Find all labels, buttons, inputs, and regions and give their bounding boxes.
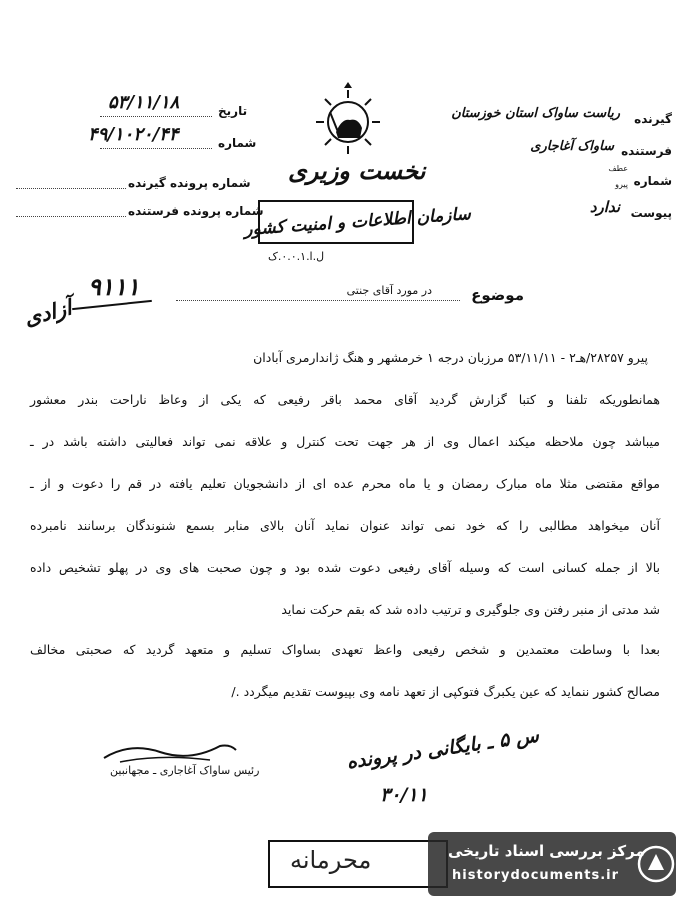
- subject-value: در مورد آقای جنتی: [346, 284, 432, 297]
- margin-note-number: ۹۱۱۱: [88, 272, 140, 301]
- subject-label: موضوع: [471, 286, 524, 304]
- body-line-3: مواقع مقتضی مثلا ماه مبارک رمضان و یا ماه محرم عده ای از دانشجویان تعلیم یافته در قم را دعوت و از ـ: [30, 476, 660, 491]
- number-label: شماره: [633, 174, 672, 188]
- body-line-4: آنان میخواهد مطالبی را که خود نمی تواند عنوان نماید آنان بالای منابر بسمع شنوندگان برسانند نامبرده: [30, 518, 660, 533]
- classification-stamp: محرمانه: [290, 846, 372, 874]
- recipient-file-label: شماره پرونده گیرنده: [128, 176, 251, 190]
- ref-value: ۴۹/۱۰۲۰/۴۴: [88, 124, 179, 145]
- lion-and-sun-emblem: [308, 82, 388, 162]
- body-line-6: شد مدتی از منبر رفتن وی جلوگیری و ترتیب داده شد که بقم حرکت نماید: [281, 602, 660, 617]
- recipient-value: ریاست ساواک استان خوزستان: [451, 106, 620, 121]
- attachment-value: ندارد: [589, 198, 620, 216]
- body-line-2: میباشد چون ملاحظه میکند اعمال وی از هر جهت تحت کنترل و علاقه نمی تواند فعالیتی داشته باشد در ـ: [30, 434, 660, 449]
- recipient-label: گیرنده: [634, 112, 672, 126]
- attachment-label: پیوست: [630, 206, 672, 220]
- body-line-1: همانطوریکه تلفنا و کتبا گزارش گردید آقای محمد باقر رفیعی که یکی از وعاظ ناراحت بندر معشور: [30, 392, 660, 407]
- sender-label: فرستنده: [621, 144, 672, 158]
- recipient-file-line: [16, 188, 126, 189]
- watermark-url: historydocuments.ir: [452, 868, 620, 883]
- agency-name: سازمان اطلاعات و امنیت کشور: [243, 204, 472, 240]
- margin-note-text: آزادی: [21, 294, 74, 331]
- sender-file-label: شماره پرونده فرستنده: [128, 204, 264, 218]
- body-line-5: بالا از جمله کسانی است که وسیله آقای رفیعی دعوت شده بود و چون صحبت های وی در پهلو تشخیص داده: [30, 560, 660, 575]
- date-value: ۵۳/۱۱/۱۸: [108, 92, 180, 113]
- date-label: تاریخ: [218, 104, 248, 118]
- body-line-8: مصالح کشور ننماید که عین یکبرگ فتوکپی از تعهد نامه وی بپیوست تقدیم میگردد ./: [231, 684, 660, 699]
- sender-file-line: [16, 216, 126, 217]
- signature-title: رئیس ساواک آغاجاری ـ مجهانبین: [110, 764, 260, 777]
- number-sub: پیرو: [615, 180, 628, 189]
- handwritten-date: ۳۰/۱۱: [380, 784, 428, 806]
- handwritten-note: س ۵ ـ بایگانی در پرونده: [345, 724, 541, 774]
- agency-code: ل.ا.۰.۰.۱.ک: [268, 250, 325, 263]
- subject-line: [176, 300, 460, 301]
- margin-note-underline: [72, 300, 152, 310]
- ref-line: [100, 148, 212, 149]
- ref-label: شماره: [218, 136, 257, 150]
- watermark-logo-icon: [636, 844, 676, 884]
- number-super: عطف: [608, 164, 628, 173]
- watermark-site: مرکز بررسی اسناد تاریخی: [448, 842, 645, 860]
- ministry-title: نخست وزیری: [288, 156, 426, 185]
- date-line: [100, 116, 212, 117]
- sender-value: ساواک آغاجاری: [530, 139, 614, 154]
- body-ref-line: پیرو ۲۸۲۵۷/هـ۲ - ۵۳/۱۱/۱۱ مرزبان درجه ۱ خرمشهر و هنگ ژاندارمری آبادان: [253, 350, 648, 365]
- body-line-7: بعدا با وساطت معتمدین و شخص رفیعی واعظ تعهدی بساواک تسلیم و متعهد گردید که صحبتی مخالف: [30, 642, 660, 657]
- signature-scribble: [100, 736, 240, 766]
